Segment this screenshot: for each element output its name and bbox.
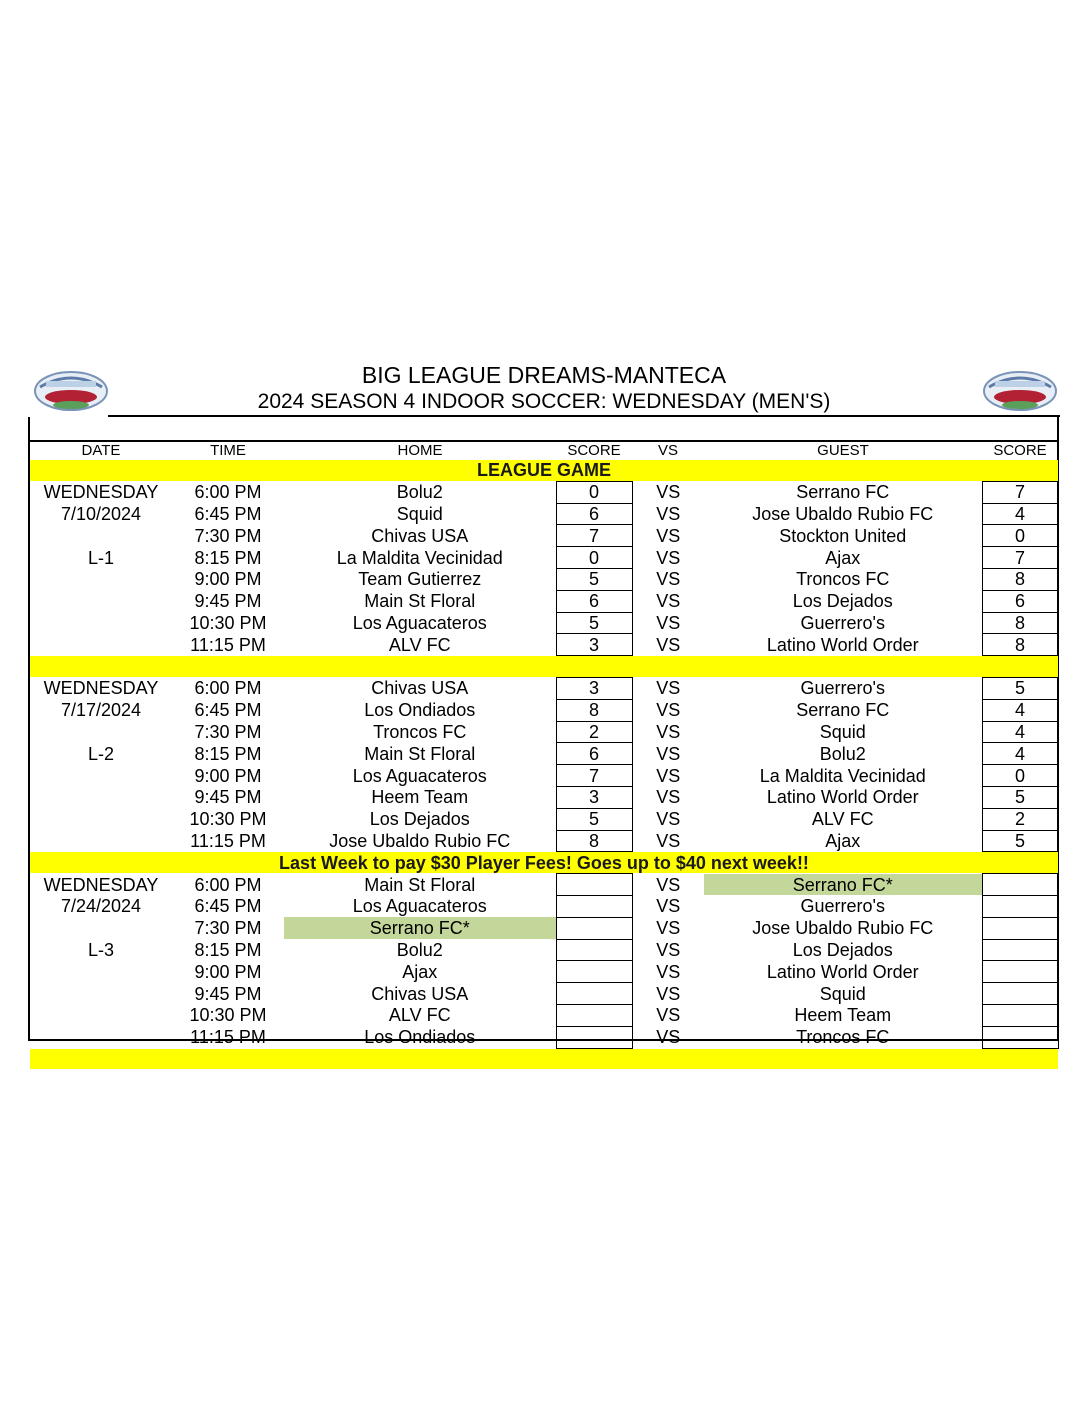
home-team: Los Ondiados bbox=[364, 700, 476, 721]
guest-score bbox=[982, 917, 1058, 939]
date-label bbox=[30, 525, 172, 547]
guest-team: Ajax bbox=[825, 830, 861, 851]
guest-score bbox=[982, 1004, 1058, 1026]
guest-score: 8 bbox=[982, 612, 1058, 634]
game-time: 11:15 PM bbox=[190, 1027, 266, 1048]
guest-team: Ajax bbox=[825, 547, 861, 568]
guest-team: Latino World Order bbox=[766, 787, 919, 808]
date-label bbox=[30, 765, 172, 787]
guest-score: 0 bbox=[982, 765, 1058, 787]
vs-label: VS bbox=[656, 482, 681, 503]
vs-label: VS bbox=[656, 830, 681, 851]
home-score: 6 bbox=[556, 590, 632, 612]
home-score bbox=[556, 874, 632, 896]
col-header-vs: VS bbox=[657, 442, 678, 459]
home-team: Serrano FC* bbox=[284, 917, 556, 939]
game-time: 6:45 PM bbox=[194, 700, 262, 721]
home-team: Main St Floral bbox=[364, 591, 476, 612]
guest-team: Troncos FC bbox=[796, 1027, 890, 1048]
game-time: 6:00 PM bbox=[194, 874, 262, 895]
vs-label: VS bbox=[656, 678, 681, 699]
vs-label: VS bbox=[656, 700, 681, 721]
date-label bbox=[30, 808, 172, 830]
home-score bbox=[556, 895, 632, 917]
guest-score: 4 bbox=[982, 721, 1058, 743]
game-row bbox=[30, 939, 1058, 961]
game-time: 8:15 PM bbox=[194, 743, 262, 764]
game-row bbox=[30, 677, 1058, 699]
home-score: 8 bbox=[556, 830, 632, 852]
home-score: 2 bbox=[556, 721, 632, 743]
home-team: Main St Floral bbox=[364, 874, 476, 895]
date-label bbox=[30, 1004, 172, 1026]
home-score: 5 bbox=[556, 568, 632, 590]
home-team: Los Aguacateros bbox=[352, 896, 487, 917]
vs-label: VS bbox=[656, 918, 681, 939]
col-header-date: DATE bbox=[81, 442, 121, 459]
vs-label: VS bbox=[656, 939, 681, 960]
date-label bbox=[30, 983, 172, 1005]
home-team: Heem Team bbox=[371, 787, 469, 808]
guest-score: 7 bbox=[982, 481, 1058, 503]
game-time: 9:00 PM bbox=[194, 569, 262, 590]
section-banner bbox=[30, 460, 1058, 481]
footer-banner bbox=[30, 1048, 1058, 1069]
home-team: Chivas USA bbox=[371, 983, 469, 1004]
banner-text: Last Week to pay $30 Player Fees! Goes up to $40 next week!! bbox=[30, 852, 1058, 874]
game-time: 7:30 PM bbox=[194, 721, 262, 742]
home-team: Team Gutierrez bbox=[358, 569, 482, 590]
home-team: Ajax bbox=[402, 961, 438, 982]
game-time: 11:15 PM bbox=[190, 634, 266, 655]
date-label: L-3 bbox=[87, 939, 114, 960]
home-score: 3 bbox=[556, 677, 632, 699]
guest-team: Heem Team bbox=[794, 1005, 892, 1026]
home-score bbox=[556, 1004, 632, 1026]
date-label: 7/10/2024 bbox=[60, 503, 142, 524]
guest-team: Latino World Order bbox=[766, 634, 919, 655]
game-time: 8:15 PM bbox=[194, 547, 262, 568]
guest-score bbox=[982, 874, 1058, 896]
guest-score bbox=[982, 1026, 1058, 1048]
home-score: 3 bbox=[556, 634, 632, 656]
guest-team: Guerrero's bbox=[800, 612, 885, 633]
home-team: Los Ondiados bbox=[364, 1027, 476, 1048]
section-banner bbox=[30, 852, 1058, 874]
guest-team: Bolu2 bbox=[819, 743, 866, 764]
col-header-guest: GUEST bbox=[817, 442, 869, 459]
vs-label: VS bbox=[656, 634, 681, 655]
vs-label: VS bbox=[656, 787, 681, 808]
home-team: Bolu2 bbox=[396, 482, 443, 503]
home-score: 7 bbox=[556, 765, 632, 787]
home-score: 6 bbox=[556, 743, 632, 765]
game-row bbox=[30, 743, 1058, 765]
game-time: 9:45 PM bbox=[194, 787, 262, 808]
date-label: WEDNESDAY bbox=[43, 874, 159, 895]
guest-team: Serrano FC* bbox=[704, 874, 982, 896]
game-time: 9:00 PM bbox=[194, 961, 262, 982]
date-label bbox=[30, 634, 172, 656]
game-row bbox=[30, 481, 1058, 503]
guest-score: 5 bbox=[982, 830, 1058, 852]
home-score: 0 bbox=[556, 547, 632, 569]
col-header-time: TIME bbox=[210, 442, 246, 459]
game-time: 9:45 PM bbox=[194, 591, 262, 612]
game-row bbox=[30, 983, 1058, 1005]
home-score: 8 bbox=[556, 699, 632, 721]
guest-team: Los Dejados bbox=[792, 939, 893, 960]
guest-team: Troncos FC bbox=[796, 569, 890, 590]
date-label bbox=[30, 1026, 172, 1048]
date-label: WEDNESDAY bbox=[43, 482, 159, 503]
guest-team: La Maldita Vecinidad bbox=[759, 765, 926, 786]
guest-score: 4 bbox=[982, 503, 1058, 525]
game-row bbox=[30, 765, 1058, 787]
game-time: 6:00 PM bbox=[194, 678, 262, 699]
game-time: 11:15 PM bbox=[190, 830, 266, 851]
guest-team: Guerrero's bbox=[800, 896, 885, 917]
guest-team: Squid bbox=[819, 983, 866, 1004]
game-row bbox=[30, 1004, 1058, 1026]
guest-score: 5 bbox=[982, 677, 1058, 699]
vs-label: VS bbox=[656, 1027, 681, 1048]
game-row bbox=[30, 721, 1058, 743]
date-label bbox=[30, 590, 172, 612]
banner-text bbox=[30, 656, 1058, 678]
guest-score bbox=[982, 983, 1058, 1005]
date-label: L-2 bbox=[87, 743, 114, 764]
guest-score: 6 bbox=[982, 590, 1058, 612]
guest-score: 8 bbox=[982, 568, 1058, 590]
page-title: BIG LEAGUE DREAMS-MANTECA bbox=[361, 362, 727, 388]
vs-label: VS bbox=[656, 547, 681, 568]
vs-label: VS bbox=[656, 874, 681, 895]
footer-banner-text bbox=[30, 1048, 1058, 1069]
date-label bbox=[30, 612, 172, 634]
game-row bbox=[30, 568, 1058, 590]
home-score: 5 bbox=[556, 612, 632, 634]
game-time: 10:30 PM bbox=[189, 809, 267, 830]
game-row bbox=[30, 699, 1058, 721]
home-team: Los Aguacateros bbox=[352, 765, 487, 786]
home-team: Main St Floral bbox=[364, 743, 476, 764]
game-time: 9:00 PM bbox=[194, 765, 262, 786]
home-team: Squid bbox=[396, 503, 443, 524]
vs-label: VS bbox=[656, 591, 681, 612]
guest-score: 5 bbox=[982, 786, 1058, 808]
game-row bbox=[30, 895, 1058, 917]
game-time: 7:30 PM bbox=[194, 918, 262, 939]
game-row bbox=[30, 525, 1058, 547]
col-header-guest-score: SCORE bbox=[993, 442, 1047, 459]
date-label: WEDNESDAY bbox=[43, 678, 159, 699]
home-score bbox=[556, 961, 632, 983]
home-team: Chivas USA bbox=[371, 525, 469, 546]
col-header-home-score: SCORE bbox=[567, 442, 621, 459]
home-team: Bolu2 bbox=[396, 939, 443, 960]
home-score bbox=[556, 983, 632, 1005]
game-row bbox=[30, 503, 1058, 525]
vs-label: VS bbox=[656, 721, 681, 742]
date-label bbox=[30, 568, 172, 590]
date-label: 7/24/2024 bbox=[60, 896, 142, 917]
home-team: Jose Ubaldo Rubio FC bbox=[329, 830, 511, 851]
vs-label: VS bbox=[656, 525, 681, 546]
home-score: 6 bbox=[556, 503, 632, 525]
home-team: Chivas USA bbox=[371, 678, 469, 699]
home-team: Los Aguacateros bbox=[352, 612, 487, 633]
banner-text: LEAGUE GAME bbox=[30, 460, 1058, 481]
guest-score bbox=[982, 895, 1058, 917]
vs-label: VS bbox=[656, 896, 681, 917]
vs-label: VS bbox=[656, 569, 681, 590]
vs-label: VS bbox=[656, 612, 681, 633]
game-time: 10:30 PM bbox=[189, 612, 267, 633]
date-label: L-1 bbox=[87, 547, 114, 568]
vs-label: VS bbox=[656, 961, 681, 982]
game-row bbox=[30, 1026, 1058, 1048]
home-team: ALV FC bbox=[388, 634, 451, 655]
vs-label: VS bbox=[656, 743, 681, 764]
home-team: Los Dejados bbox=[369, 809, 470, 830]
guest-score: 8 bbox=[982, 634, 1058, 656]
home-team: La Maldita Vecinidad bbox=[336, 547, 503, 568]
date-label bbox=[30, 961, 172, 983]
game-row bbox=[30, 961, 1058, 983]
vs-label: VS bbox=[656, 503, 681, 524]
vs-label: VS bbox=[656, 983, 681, 1004]
guest-score: 2 bbox=[982, 808, 1058, 830]
col-header-home: HOME bbox=[397, 442, 443, 459]
guest-score: 4 bbox=[982, 743, 1058, 765]
vs-label: VS bbox=[656, 1005, 681, 1026]
game-time: 9:45 PM bbox=[194, 983, 262, 1004]
home-score bbox=[556, 917, 632, 939]
guest-team: Jose Ubaldo Rubio FC bbox=[752, 503, 934, 524]
game-row bbox=[30, 808, 1058, 830]
guest-team: Squid bbox=[819, 721, 866, 742]
column-header-row bbox=[30, 442, 1058, 460]
game-row bbox=[30, 830, 1058, 852]
home-score: 3 bbox=[556, 786, 632, 808]
guest-score bbox=[982, 939, 1058, 961]
game-time: 7:30 PM bbox=[194, 525, 262, 546]
guest-score: 7 bbox=[982, 547, 1058, 569]
guest-team: Guerrero's bbox=[800, 678, 885, 699]
game-time: 6:45 PM bbox=[194, 896, 262, 917]
section-banner bbox=[30, 656, 1058, 678]
guest-score: 4 bbox=[982, 699, 1058, 721]
guest-score bbox=[982, 961, 1058, 983]
guest-team: Jose Ubaldo Rubio FC bbox=[752, 918, 934, 939]
schedule-table bbox=[30, 442, 1059, 1069]
game-time: 10:30 PM bbox=[189, 1005, 267, 1026]
guest-team: Serrano FC bbox=[796, 482, 890, 503]
home-score: 7 bbox=[556, 525, 632, 547]
date-label bbox=[30, 917, 172, 939]
guest-team: ALV FC bbox=[811, 809, 874, 830]
game-row bbox=[30, 590, 1058, 612]
home-team: Troncos FC bbox=[373, 721, 467, 742]
game-row bbox=[30, 612, 1058, 634]
date-label bbox=[30, 721, 172, 743]
guest-team: Serrano FC bbox=[796, 700, 890, 721]
guest-team: Los Dejados bbox=[792, 591, 893, 612]
date-label bbox=[30, 830, 172, 852]
game-row bbox=[30, 547, 1058, 569]
home-score bbox=[556, 939, 632, 961]
guest-score: 0 bbox=[982, 525, 1058, 547]
game-time: 8:15 PM bbox=[194, 939, 262, 960]
game-row bbox=[30, 874, 1058, 896]
home-score bbox=[556, 1026, 632, 1048]
date-label: 7/17/2024 bbox=[60, 700, 142, 721]
guest-team: Stockton United bbox=[779, 525, 907, 546]
home-score: 5 bbox=[556, 808, 632, 830]
guest-team: Latino World Order bbox=[766, 961, 919, 982]
home-score: 0 bbox=[556, 481, 632, 503]
game-time: 6:00 PM bbox=[194, 482, 262, 503]
date-label bbox=[30, 786, 172, 808]
game-row bbox=[30, 786, 1058, 808]
game-time: 6:45 PM bbox=[194, 503, 262, 524]
vs-label: VS bbox=[656, 809, 681, 830]
vs-label: VS bbox=[656, 765, 681, 786]
game-row bbox=[30, 917, 1058, 939]
page-subtitle: 2024 SEASON 4 INDOOR SOCCER: WEDNESDAY (MEN'S) bbox=[257, 390, 831, 413]
home-team: ALV FC bbox=[388, 1005, 451, 1026]
game-row bbox=[30, 634, 1058, 656]
